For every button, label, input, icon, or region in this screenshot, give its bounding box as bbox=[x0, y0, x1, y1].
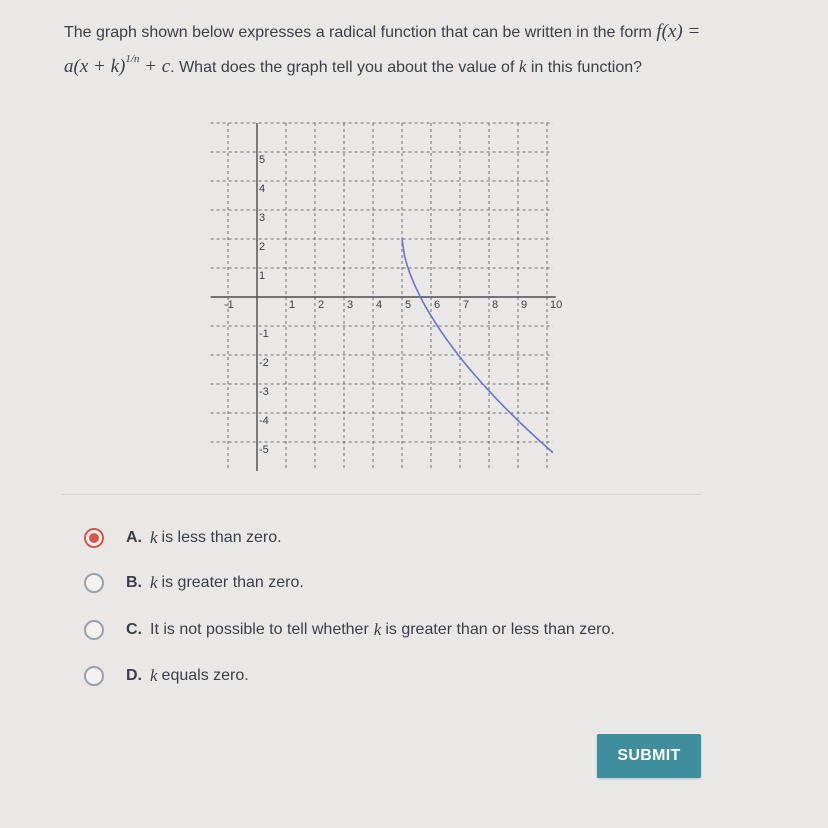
choice-var: k bbox=[150, 666, 158, 685]
question-end: in this function? bbox=[530, 59, 643, 76]
x-tick-label: 4 bbox=[376, 299, 383, 311]
choice-var: k bbox=[150, 573, 158, 592]
x-tick-label: 6 bbox=[434, 299, 441, 311]
y-tick-label: -4 bbox=[259, 415, 269, 427]
y-tick-label: -5 bbox=[259, 444, 269, 456]
radio-c[interactable] bbox=[84, 620, 104, 640]
choice-c[interactable] bbox=[84, 615, 615, 645]
x-tick-label: 5 bbox=[405, 299, 412, 311]
y-tick-label: -2 bbox=[259, 357, 269, 369]
y-tick-label: 5 bbox=[259, 154, 266, 166]
choice-text: is greater than zero. bbox=[161, 574, 304, 591]
choice-var: k bbox=[373, 620, 382, 639]
question-intro: The graph shown below expresses a radical function that can be written in the form bbox=[64, 24, 652, 41]
choice-var: k bbox=[150, 528, 158, 547]
radio-b[interactable] bbox=[84, 573, 104, 593]
x-tick-label: 9 bbox=[521, 299, 528, 311]
x-tick-label: 3 bbox=[347, 299, 354, 311]
x-tick-label: 1 bbox=[289, 299, 296, 311]
choice-text: is less than zero. bbox=[161, 529, 282, 546]
x-tick-label: 7 bbox=[463, 299, 470, 311]
y-tick-label: 4 bbox=[259, 183, 266, 195]
formula-main: f(x) = a(x + k) bbox=[64, 21, 701, 77]
choice-letter: A. bbox=[126, 529, 142, 546]
choice-letter: B. bbox=[126, 574, 142, 591]
radio-a[interactable] bbox=[84, 528, 104, 548]
formula-exponent: 1/n bbox=[125, 53, 140, 65]
question-middle: . What does the graph tell you about the value of bbox=[170, 59, 515, 76]
graph bbox=[200, 112, 570, 472]
question-text bbox=[64, 18, 704, 81]
y-tick-label: 1 bbox=[259, 270, 266, 282]
choice-text: is greater than or less than zero. bbox=[385, 621, 615, 638]
y-tick-label: -3 bbox=[259, 386, 269, 398]
x-tick-label: 10 bbox=[550, 299, 563, 311]
choice-text: equals zero. bbox=[161, 667, 249, 684]
choice-d[interactable] bbox=[84, 661, 249, 691]
submit-button[interactable]: SUBMIT bbox=[597, 734, 701, 778]
graph-svg bbox=[200, 112, 570, 472]
divider bbox=[62, 494, 702, 495]
question-var: k bbox=[518, 57, 527, 76]
radio-selected-dot bbox=[89, 533, 99, 543]
x-tick-label: -1 bbox=[224, 299, 234, 311]
y-tick-label: 3 bbox=[259, 212, 266, 224]
formula-tail: + c bbox=[144, 56, 171, 77]
choice-letter: D. bbox=[126, 667, 142, 684]
choice-pre: It is not possible to tell whether bbox=[150, 621, 369, 638]
x-tick-label: 8 bbox=[492, 299, 499, 311]
y-tick-label: 2 bbox=[259, 241, 266, 253]
choice-b[interactable] bbox=[84, 568, 304, 598]
choice-letter: C. bbox=[126, 621, 142, 638]
y-tick-label: -1 bbox=[259, 328, 269, 340]
x-tick-label: 2 bbox=[318, 299, 325, 311]
choice-a[interactable] bbox=[84, 523, 282, 553]
radio-d[interactable] bbox=[84, 666, 104, 686]
